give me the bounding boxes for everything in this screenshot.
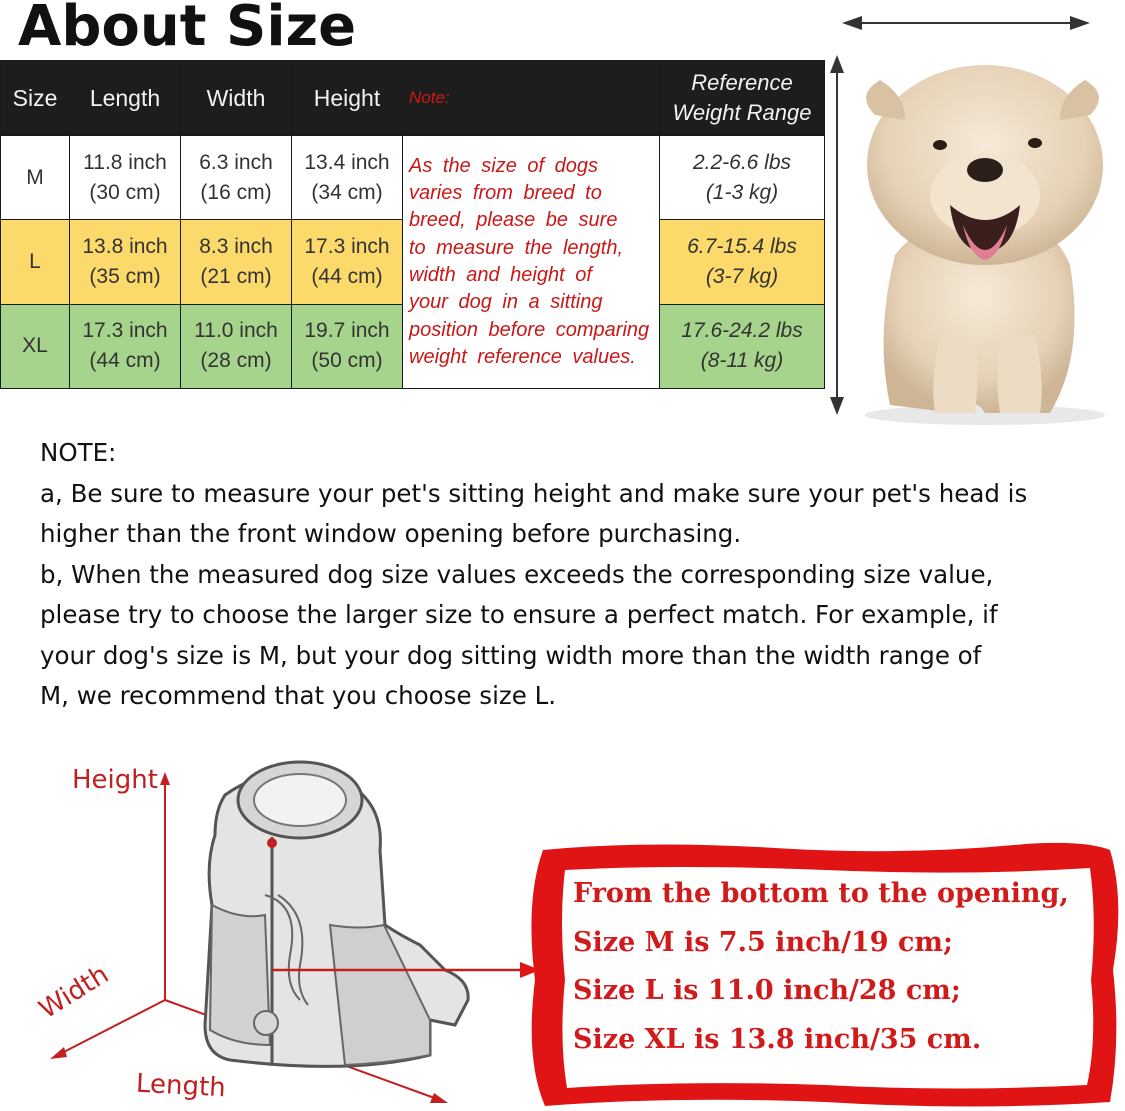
cell-length-inch: 13.8 inch xyxy=(82,234,168,258)
cell-width xyxy=(181,136,292,220)
cell-width-cm: (16 cm) xyxy=(200,180,272,204)
cell-weight-kg: (3-7 kg) xyxy=(705,264,779,288)
cell-size: XL xyxy=(1,304,70,388)
cell-width-inch: 8.3 inch xyxy=(199,234,273,258)
header-ref-line2: Weight Range xyxy=(672,100,812,125)
height-axis-label: Height xyxy=(72,765,158,795)
cell-weight-lbs: 6.7-15.4 lbs xyxy=(687,234,797,258)
callout-line: From the bottom to the opening, xyxy=(573,878,1069,909)
cell-height-inch: 13.4 inch xyxy=(304,150,390,174)
note-line: weight reference values. xyxy=(409,345,636,368)
cell-height xyxy=(292,220,403,304)
size-chart-table xyxy=(0,60,824,389)
cell-width xyxy=(181,304,292,388)
cell-weight xyxy=(660,220,825,304)
cell-length-inch: 17.3 inch xyxy=(82,319,168,343)
cell-height-cm: (44 cm) xyxy=(311,264,383,288)
callout-text xyxy=(573,870,1093,1064)
table-row-m xyxy=(1,136,825,220)
note-heading: NOTE: xyxy=(40,438,117,467)
cell-length xyxy=(70,220,181,304)
carrier-measurement-diagram xyxy=(0,755,1125,1111)
cell-size: M xyxy=(1,136,70,220)
note-text-line: please try to choose the larger size to ensure a perfect match. For example, if xyxy=(40,600,998,629)
callout-line: Size M is 7.5 inch/19 cm; xyxy=(573,926,953,958)
header-width: Width xyxy=(181,61,292,136)
page-title: About Size xyxy=(18,0,357,59)
header-note: Note: xyxy=(403,61,660,136)
cell-height-inch: 19.7 inch xyxy=(304,319,390,343)
callout-line: Size XL is 13.8 inch/35 cm. xyxy=(573,1023,982,1055)
header-ref-line1: Reference xyxy=(691,70,793,95)
length-axis-label: Length xyxy=(135,1068,227,1104)
header-size: Size xyxy=(1,61,70,136)
cell-weight-lbs: 2.2-6.6 lbs xyxy=(692,150,792,174)
header-reference-weight xyxy=(660,61,825,136)
cell-weight xyxy=(660,136,825,220)
header-height: Height xyxy=(292,61,403,136)
puppy-width-arrow xyxy=(842,12,1090,34)
puppy-photo xyxy=(835,35,1125,430)
note-line: position before comparing xyxy=(409,318,650,341)
note-line: your dog in a sitting xyxy=(409,291,603,314)
cell-weight-kg: (8-11 kg) xyxy=(700,349,784,373)
note-line: width and height of xyxy=(409,264,592,286)
cell-height xyxy=(292,304,403,388)
cell-height-cm: (50 cm) xyxy=(311,349,383,373)
note-section xyxy=(40,433,1100,717)
note-line: As the size of dogs xyxy=(409,154,598,177)
table-header-row xyxy=(1,61,825,136)
note-text-line: a, Be sure to measure your pet's sitting height and make sure your pet's head is xyxy=(40,478,1028,508)
note-cell xyxy=(403,136,660,389)
width-axis-label: Width xyxy=(34,959,115,1025)
note-line: breed, please be sure xyxy=(409,209,618,232)
header-length: Length xyxy=(70,61,181,136)
carrier-backpack-illustration xyxy=(0,755,540,1111)
cell-weight xyxy=(660,304,825,388)
cell-length-cm: (44 cm) xyxy=(89,349,161,373)
note-text-line: your dog's size is M, but your dog sitting width more than the width range of xyxy=(40,640,982,670)
cell-size: L xyxy=(1,220,70,304)
cell-length-inch: 11.8 inch xyxy=(83,150,167,174)
cell-width xyxy=(181,220,292,304)
cell-weight-kg: (1-3 kg) xyxy=(705,180,779,204)
cell-width-inch: 6.3 inch xyxy=(199,150,273,174)
cell-length-cm: (35 cm) xyxy=(89,264,161,288)
cell-width-cm: (28 cm) xyxy=(200,349,272,373)
cell-height-inch: 17.3 inch xyxy=(304,234,390,258)
note-text-line: higher than the front window opening before purchasing. xyxy=(40,519,742,548)
note-text-line: b, When the measured dog size values exceeds the corresponding size value, xyxy=(40,559,994,589)
cell-length xyxy=(70,136,181,220)
cell-length xyxy=(70,304,181,388)
cell-weight-lbs: 17.6-24.2 lbs xyxy=(681,319,803,343)
cell-length-cm: (30 cm) xyxy=(89,180,161,204)
note-line: varies from breed to xyxy=(409,182,602,205)
callout-line: Size L is 11.0 inch/28 cm; xyxy=(573,975,961,1006)
cell-width-inch: 11.0 inch xyxy=(194,319,278,343)
note-line: to measure the length, xyxy=(409,236,624,259)
cell-height-cm: (34 cm) xyxy=(311,180,383,204)
cell-height xyxy=(292,136,403,220)
cell-width-cm: (21 cm) xyxy=(200,264,272,288)
note-text-line: M, we recommend that you choose size L. xyxy=(40,681,557,710)
